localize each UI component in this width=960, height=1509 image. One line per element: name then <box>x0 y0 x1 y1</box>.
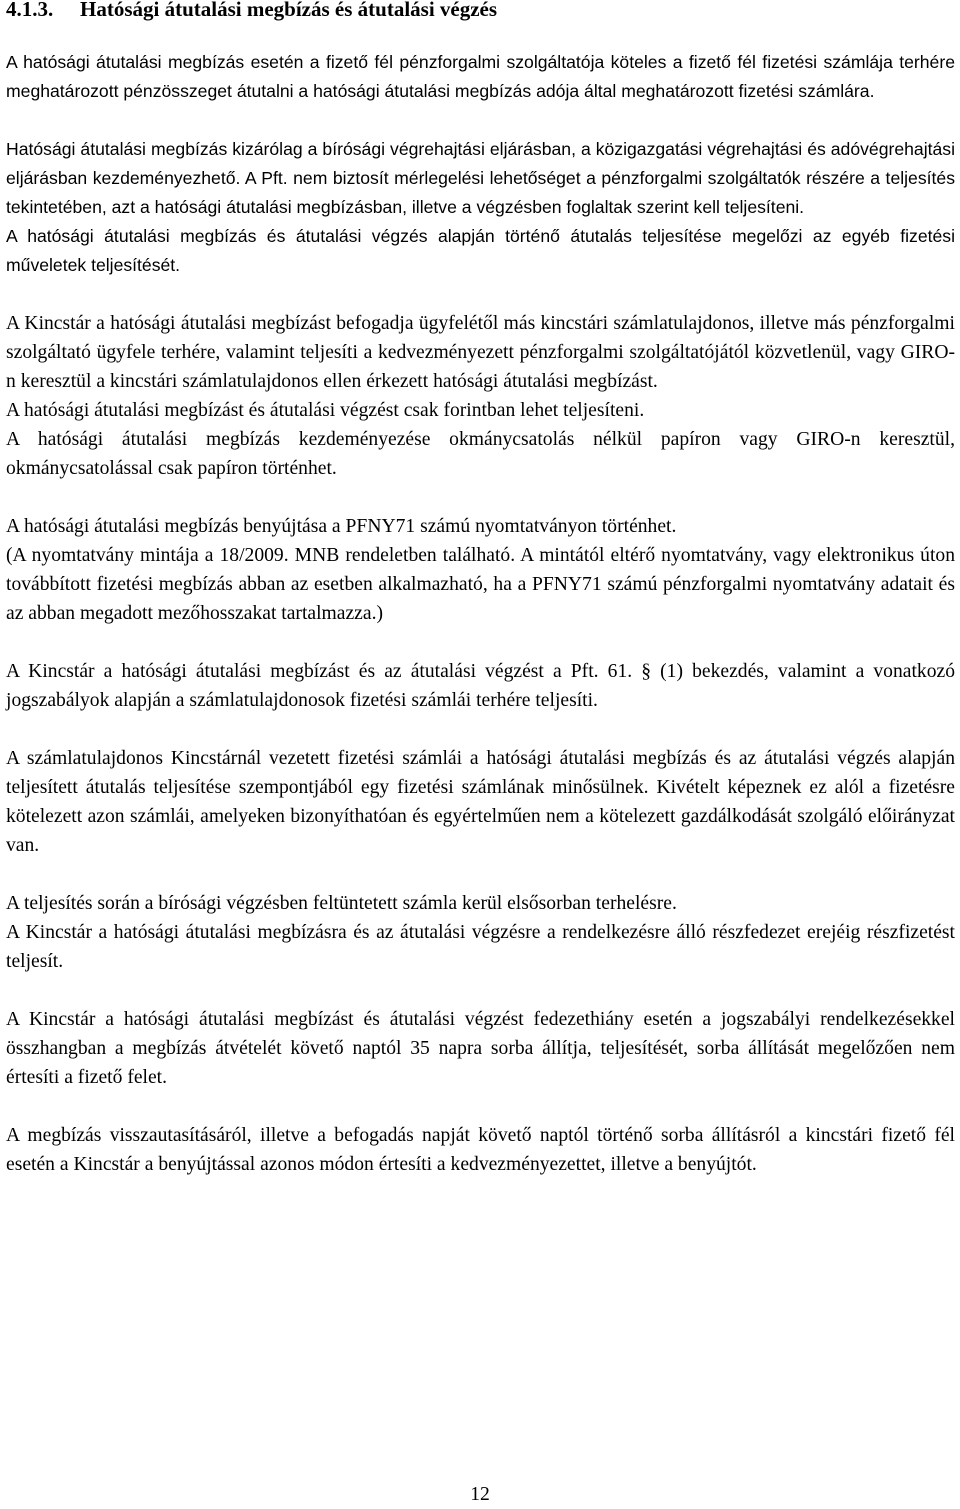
paragraph-2 <box>6 135 955 280</box>
paragraph-line: A Kincstár a hatósági átutalási megbízást befogadja ügyfelétől más kincstári számlatulajdonos, illetve más pénzforgalmi szolgáltató ügyfele terhére, valamint teljesíti a kedvezményezett pénzforgalmi szolgáltatójától közvetlenül, vagy GIRO-n keresztül a kincstári számlatulajdonos ellen érkezett hatósági átutalási megbízást. <box>6 313 955 392</box>
document-page <box>6 0 955 1179</box>
paragraph-line: A hatósági átutalási megbízás benyújtása a PFNY71 számú nyomtatványon történhet. <box>6 516 677 537</box>
paragraph-line: A megbízás visszautasításáról, illetve a befogadás napját követő naptól történő sorba állításról a kincstári fizető fél esetén a Kincstár a benyújtással azonos módon értesíti a kedvezményezettet, illetve a benyújtót. <box>6 1125 955 1175</box>
paragraph-3 <box>6 309 955 483</box>
section-title: Hatósági átutalási megbízás és átutalási végzés <box>80 0 498 21</box>
paragraph-line: (A nyomtatvány mintája a 18/2009. MNB rendeletben található. A mintától eltérő nyomtatvány, vagy elektronikus úton továbbított fizetési megbízás abban az esetben alkalmazható, ha a PFNY71 számú pénzforgalmi nyomtatvány adatait és az abban megadott mezőhosszakat tartalmazza.) <box>6 545 955 624</box>
page-number: 12 <box>470 1484 490 1505</box>
paragraph-1 <box>6 48 955 106</box>
paragraph-line: A hatósági átutalási megbízást és átutalási végzést csak forintban lehet teljesíteni. <box>6 400 645 421</box>
paragraph-line: A Kincstár a hatósági átutalási megbízást és átutalási végzést fedezethiány esetén a jogszabályi rendelkezésekkel összhangban a megbízás átvételét követő naptól 35 napra sorba állítja, teljesítését, sorba állítását megelőzően nem értesíti a fizető felet. <box>6 1009 955 1088</box>
paragraph-line: A számlatulajdonos Kincstárnál vezetett fizetési számlái a hatósági átutalási megbízás és az átutalási végzés alapján teljesített átutalás teljesítése szempontjából egy fizetési számlának minősülnek. Kivételt képeznek ez alól a fizetésre kötelezett azon számlái, amelyeken bizonyíthatóan és egyértelműen nem a kötelezett gazdálkodását szolgáló előirányzat van. <box>6 748 955 856</box>
paragraph-5 <box>6 657 955 715</box>
section-heading <box>6 0 955 22</box>
paragraph-6 <box>6 744 955 860</box>
paragraph-line: Hatósági átutalási megbízás kizárólag a bírósági végrehajtási eljárásban, a közigazgatási végrehajtási és adóvégrehajtási eljárásban kezdeményezhető. A Pft. nem biztosít mérlegelési lehetőséget a pénzforgalmi szolgáltatók részére a teljesítés tekintetében, azt a hatósági átutalási megbízásban, illetve a végzésben foglaltak szerint kell teljesíteni. <box>6 139 955 217</box>
paragraph-4 <box>6 512 955 628</box>
paragraph-line: A teljesítés során a bírósági végzésben feltüntetett számla kerül elsősorban terhelésre. <box>6 893 677 914</box>
paragraph-9 <box>6 1121 955 1179</box>
paragraph-8 <box>6 1005 955 1092</box>
paragraph-line: A Kincstár a hatósági átutalási megbízást és az átutalási végzést a Pft. 61. § (1) bekezdés, valamint a vonatkozó jogszabályok alapján a számlatulajdonosok fizetési számlái terhére teljesíti. <box>6 661 955 711</box>
section-number: 4.1.3. <box>6 0 54 21</box>
paragraph-line: A hatósági átutalási megbízás esetén a fizető fél pénzforgalmi szolgáltatója köteles a fizető fél fizetési számlája terhére meghatározott pénzösszeget átutalni a hatósági átutalási megbízás adója által meghatározott fizetési számlára. <box>6 52 955 101</box>
paragraph-line: A hatósági átutalási megbízás kezdeményezése okmánycsatolás nélkül papíron vagy GIRO-n keresztül, okmánycsatolással csak papíron történhet. <box>6 429 955 479</box>
paragraph-line: A hatósági átutalási megbízás és átutalási végzés alapján történő átutalás teljesítése megelőzi az egyéb fizetési műveletek teljesítését. <box>6 226 955 275</box>
paragraph-line: A Kincstár a hatósági átutalási megbízásra és az átutalási végzésre a rendelkezésre álló részfedezet erejéig részfizetést teljesít. <box>6 922 955 972</box>
paragraph-7 <box>6 889 955 976</box>
